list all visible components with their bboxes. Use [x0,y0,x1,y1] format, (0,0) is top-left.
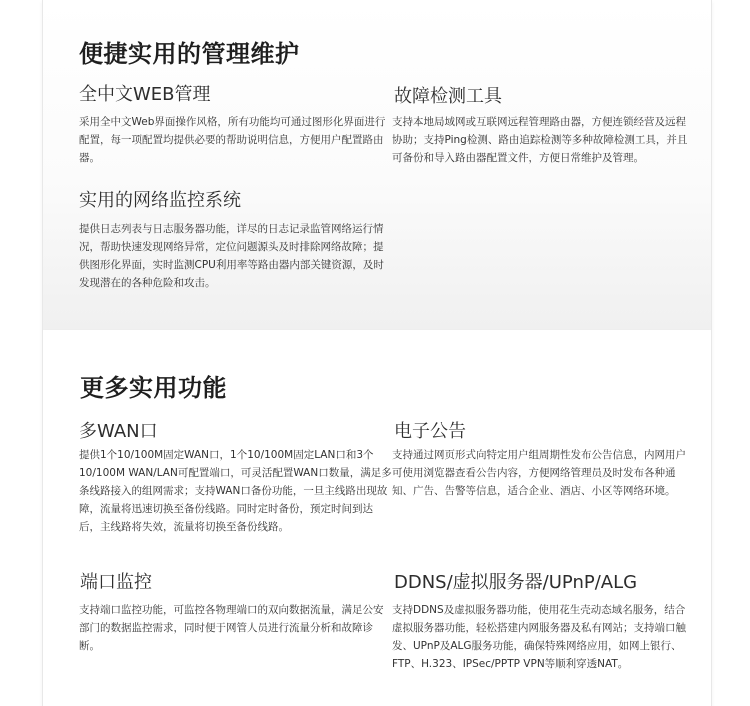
feature-desc-ddns-virtual-server: 支持DDNS及虚拟服务器功能，使用花生壳动态域名服务，结合虚拟服务器功能，轻松搭建内网服务器及私有网站；支持端口触发、UPnP及ALG服务功能，确保特殊网络应用，如网上银行、FTP、H.323、IPSec/PPTP VPN等顺利穿透NAT。 [392,604,686,670]
feature-title-web-management: 全中文WEB管理 [79,84,211,105]
feature-desc-network-monitoring: 提供日志列表与日志服务器功能，详尽的日志记录监管网络运行情况，帮助快速发现网络异常，定位问题源头及时排除网络故障；提供图形化界面，实时监测CPU利用率等路由器内部关键资源，及时发现潜在的各种危险和攻击。 [79,223,384,289]
section-title-more-features: 更多实用功能 [80,374,227,402]
feature-title-port-monitoring: 端口监控 [80,572,152,593]
feature-title-ddns-virtual-server: DDNS/虚拟服务器/UPnP/ALG [394,572,638,593]
feature-title-network-monitoring: 实用的网络监控系统 [79,190,241,211]
feature-title-e-bulletin: 电子公告 [394,421,466,442]
feature-desc-e-bulletin: 支持通过网页形式向特定用户组周期性发布公告信息，内网用户可使用浏览器查看公告内容，方便网络管理员及时发布各种通知、广告、告警等信息，适合企业、酒店、小区等网络环境。 [392,449,686,497]
feature-title-fault-detection: 故障检测工具 [394,86,502,107]
feature-desc-web-management: 采用全中文Web界面操作风格，所有功能均可通过图形化界面进行配置，每一项配置均提供必要的帮助说明信息，方便用户配置路由器。 [79,116,386,164]
feature-desc-multi-wan: 提供1个10/100M固定WAN口，1个10/100M固定LAN口和3个10/100M WAN/LAN可配置端口，可灵活配置WAN口数量，满足多条线路接入的组网需求；支持WAN口备份功能，一旦主线路出现故障，流量将迅速切换至备份线路。同时定时备份，预定时间到达后，主线路将失效，流量将切换至备份线路。 [79,449,392,533]
feature-desc-port-monitoring: 支持端口监控功能，可监控各物理端口的双向数据流量，满足公安部门的数据监控需求，同时便于网管人员进行流量分析和故障诊断。 [79,604,384,652]
feature-title-multi-wan: 多WAN口 [79,421,158,442]
section-title-maintenance: 便捷实用的管理维护 [79,40,300,68]
feature-desc-fault-detection: 支持本地局域网或互联网远程管理路由器，方便连锁经营及远程协助；支持Ping检测、路由追踪检测等多种故障检测工具，并且可备份和导入路由器配置文件，方便日常维护及管理。 [392,116,688,164]
